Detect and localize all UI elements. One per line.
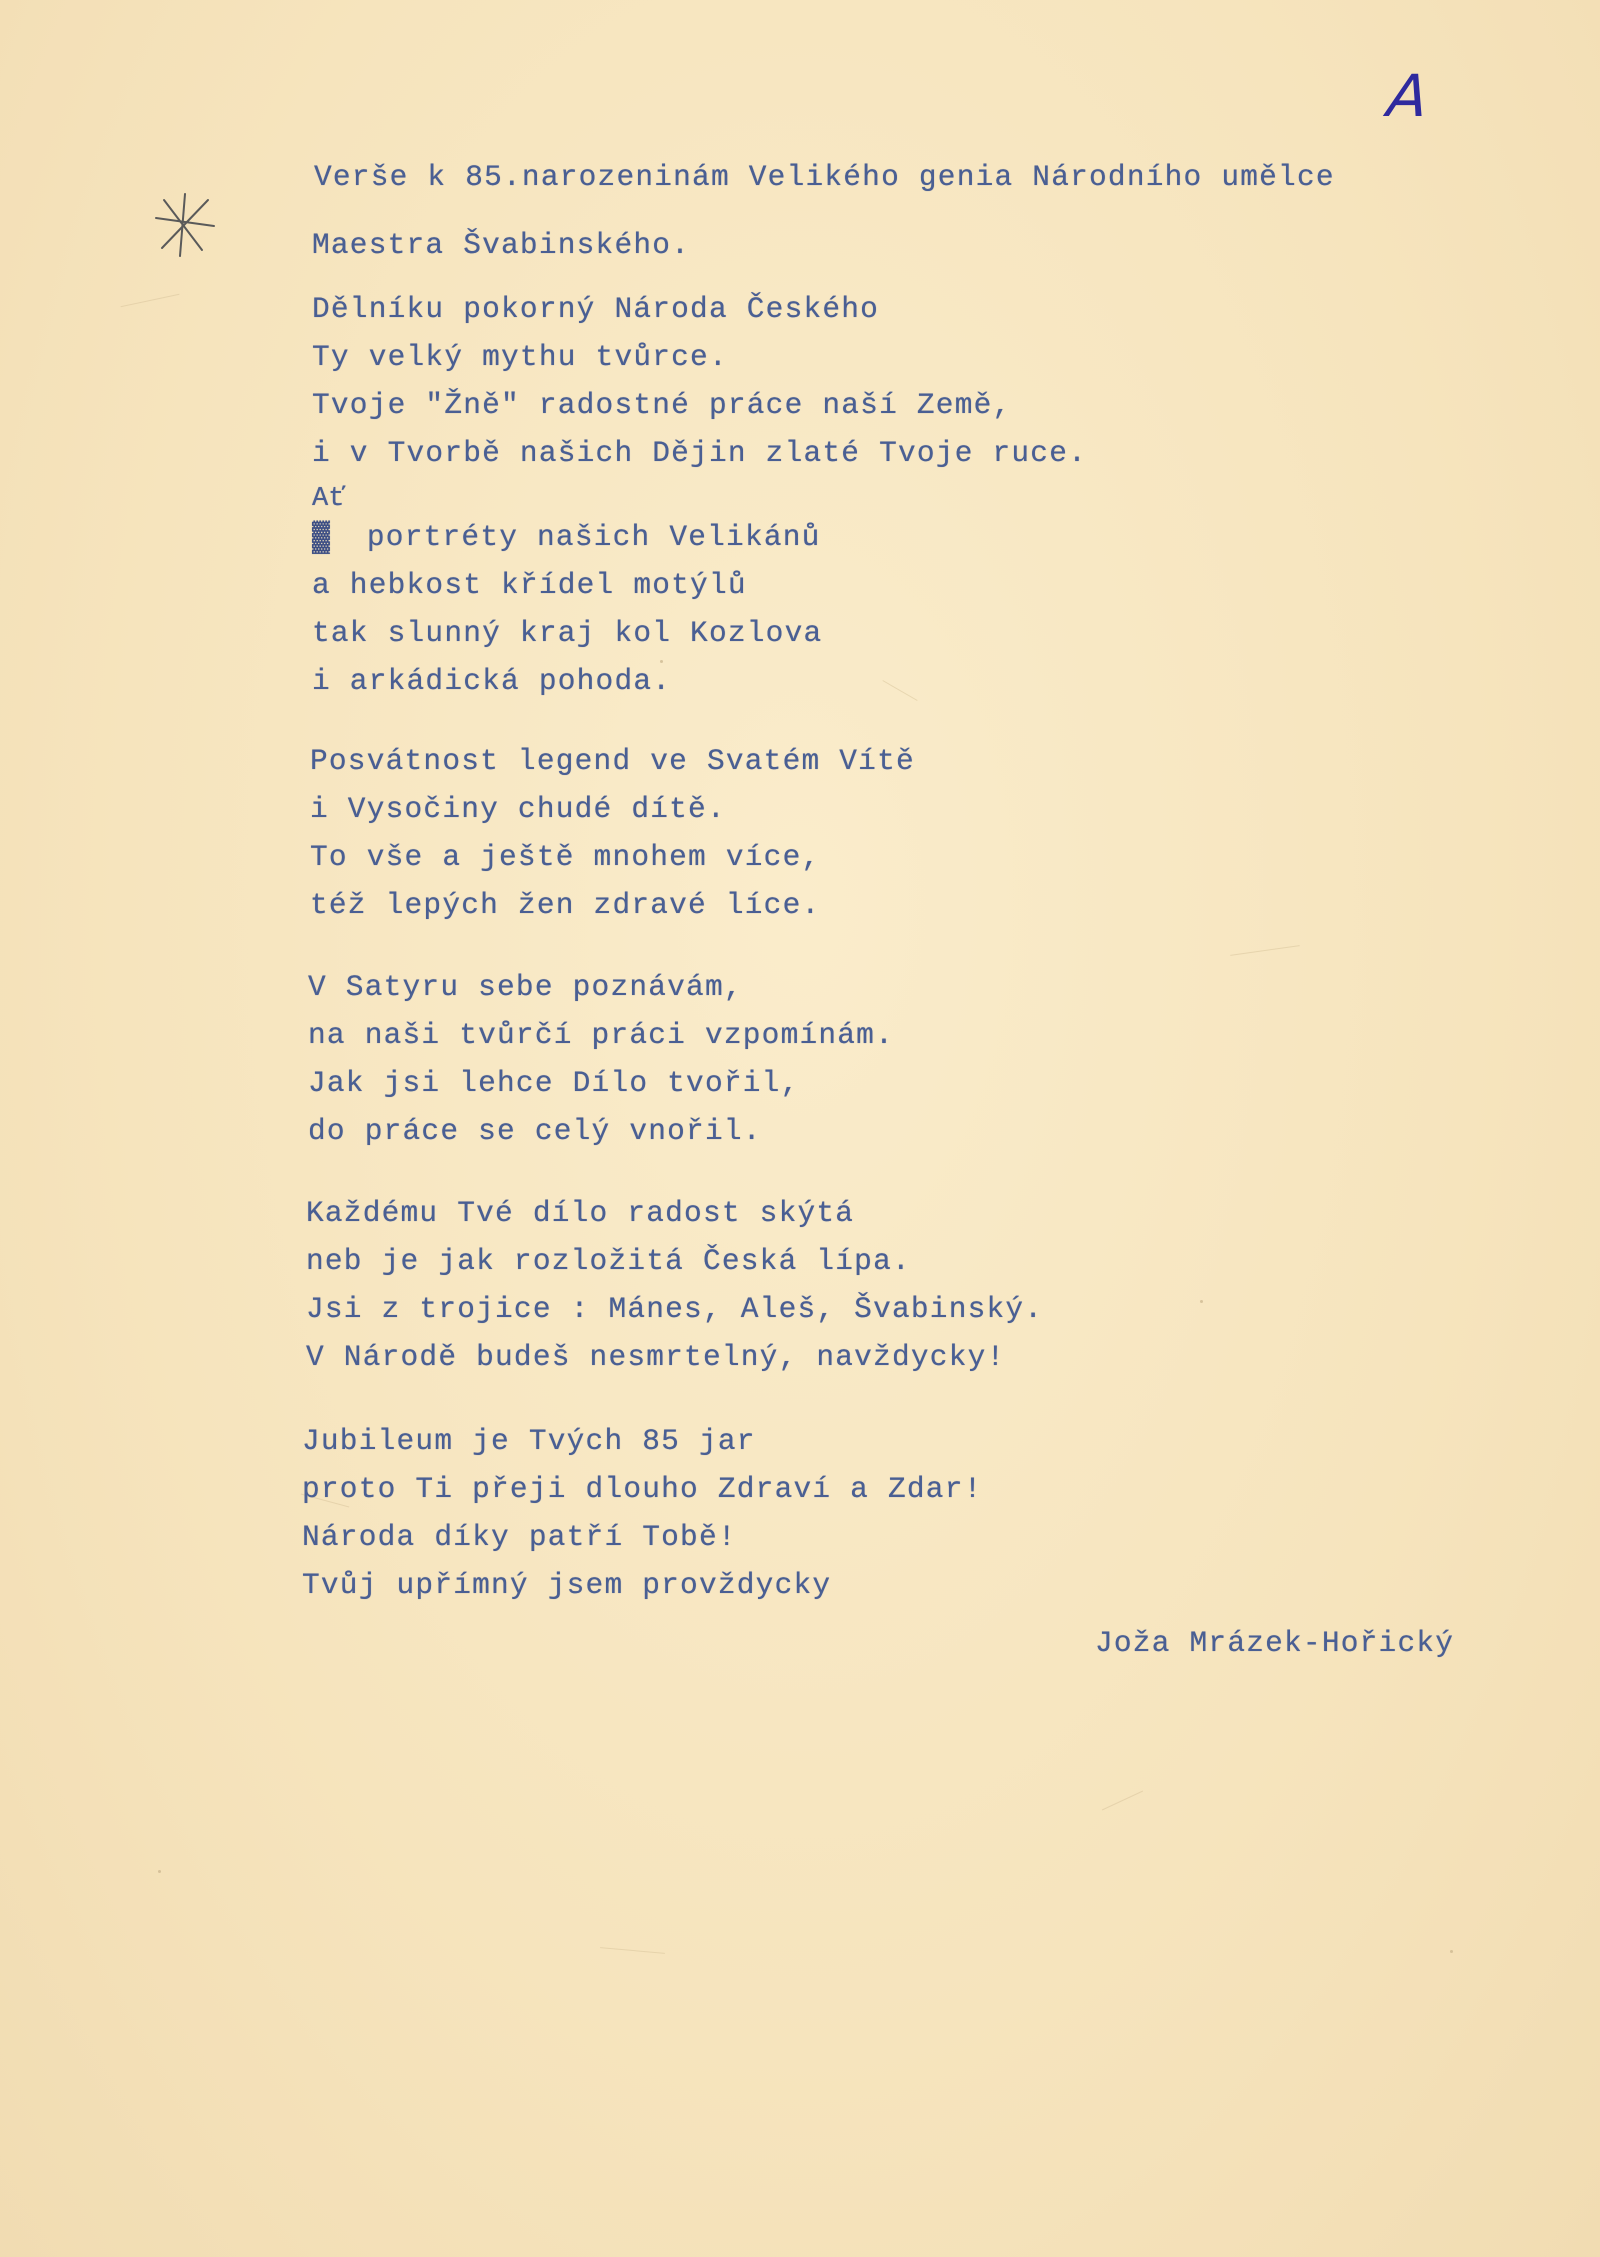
signature: Joža Mrázek-Hořický	[1095, 1626, 1455, 1660]
verse-line: V Satyru sebe poznávám,	[308, 970, 743, 1004]
paper-speck	[660, 660, 663, 663]
verse-line: do práce se celý vnořil.	[308, 1114, 762, 1148]
struck-out-text: ▓	[312, 520, 331, 554]
verse-line: To vše a ještě mnohem více,	[310, 840, 821, 874]
paper-fiber	[1102, 1791, 1143, 1811]
handwritten-letter-a: A	[1384, 62, 1432, 130]
verse-line: Každému Tvé dílo radost skýtá	[306, 1196, 855, 1230]
verse-line: Posvátnost legend ve Svatém Vítě	[310, 744, 915, 778]
title-line-1: Verše k 85.narozeninám Velikého genia Národního umělce	[314, 160, 1335, 194]
verse-line	[312, 520, 821, 554]
paper-speck	[1200, 1300, 1203, 1303]
verse-line: Jsi z trojice : Mánes, Aleš, Švabinský.	[306, 1292, 1044, 1326]
verse-line: Ty velký mythu tvůrce.	[312, 340, 728, 374]
verse-line: Jak jsi lehce Dílo tvořil,	[308, 1066, 800, 1100]
verse-line: a hebkost křídel motýlů	[312, 568, 747, 602]
paper-fiber	[1230, 945, 1299, 956]
verse-line: Tvoje "Žně" radostné práce naší Země,	[312, 388, 1012, 422]
handwritten-asterisk-icon	[150, 190, 220, 260]
verse-line: i Vysočiny chudé dítě.	[310, 792, 726, 826]
verse-line: neb je jak rozložitá Česká lípa.	[306, 1244, 911, 1278]
verse-line: tak slunný kraj kol Kozlova	[312, 616, 823, 650]
verse-line: též lepých žen zdravé líce.	[310, 888, 821, 922]
verse-line: i arkádická pohoda.	[312, 664, 672, 698]
correction-insert: Ať	[312, 484, 347, 514]
verse-line: Národa díky patří Tobě!	[302, 1520, 737, 1554]
paper-fiber	[600, 1947, 665, 1954]
verse-line: na naši tvůrčí práci vzpomínám.	[308, 1018, 894, 1052]
verse-line: Tvůj upřímný jsem provždycky	[302, 1568, 832, 1602]
paper-speck	[158, 1870, 161, 1873]
paper-fiber	[882, 680, 917, 701]
verse-line: proto Ti přeji dlouho Zdraví a Zdar!	[302, 1472, 983, 1506]
verse-line: Jubileum je Tvých 85 jar	[302, 1424, 756, 1458]
verse-line: Dělníku pokorný Národa Českého	[312, 292, 880, 326]
verse-line: i v Tvorbě našich Dějin zlaté Tvoje ruce.	[312, 436, 1088, 470]
verse-line: V Národě budeš nesmrtelný, navždycky!	[306, 1340, 1006, 1374]
paper-speck	[1450, 1950, 1453, 1953]
title-line-2: Maestra Švabinského.	[312, 228, 691, 262]
verse-text: portréty našich Velikánů	[366, 520, 821, 554]
paper-fiber	[121, 294, 180, 307]
